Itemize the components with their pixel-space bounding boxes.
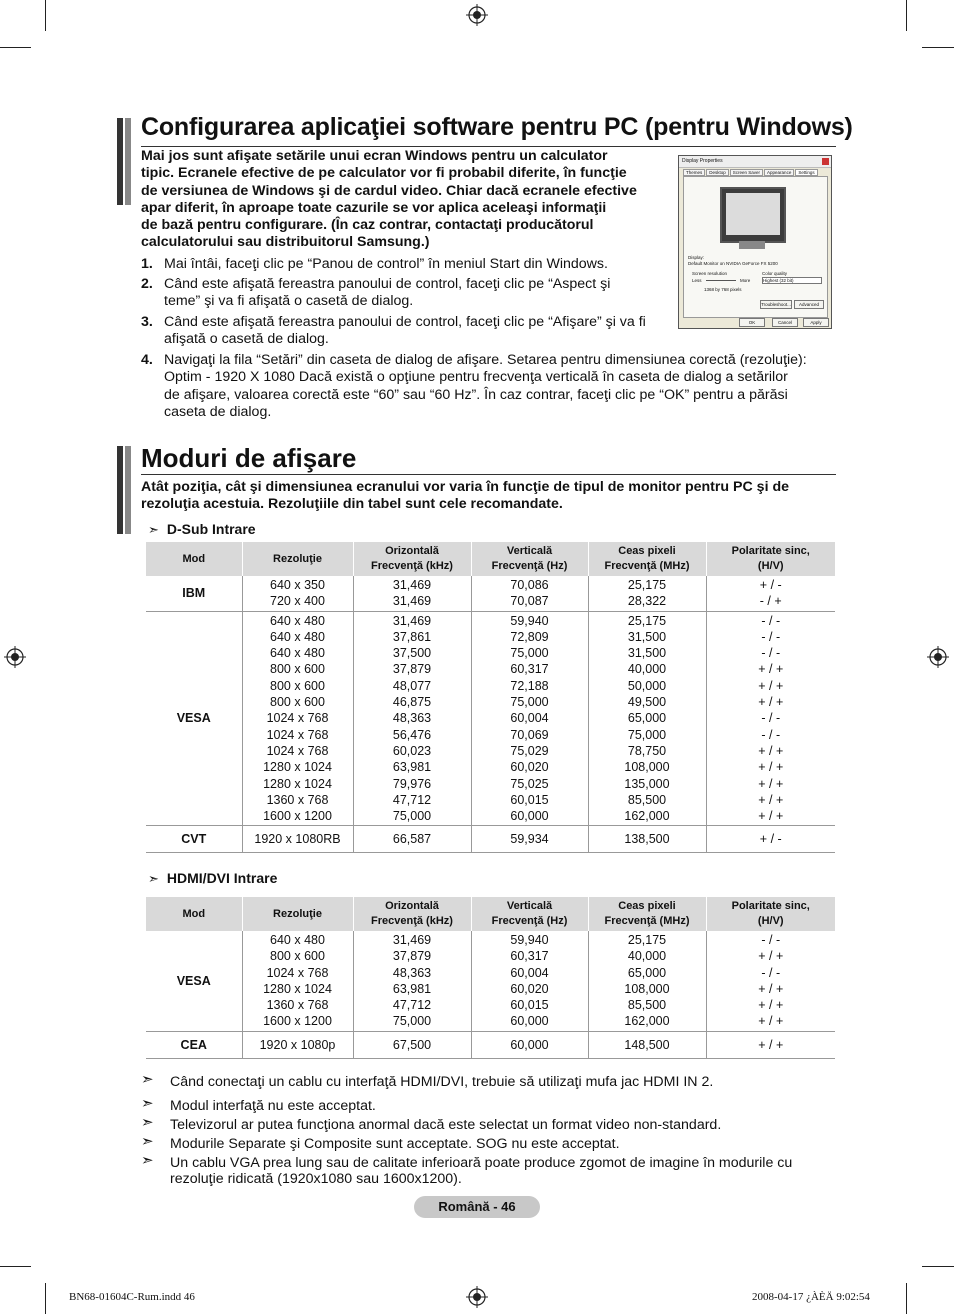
registration-mark-icon — [466, 4, 488, 26]
resolution-value: 1368 by 768 pixels — [704, 287, 742, 292]
cell-line: 60,015 — [510, 998, 549, 1013]
value-cell — [242, 576, 353, 611]
cell-line: 48,363 — [392, 965, 432, 980]
color-quality-label: Color quality — [762, 271, 788, 276]
cell-line: 108,000 — [624, 981, 670, 996]
cell-line: 800 x 600 — [270, 949, 325, 964]
value-cell — [706, 1031, 835, 1058]
value-cell — [706, 611, 835, 826]
step-text — [164, 352, 807, 421]
step-2 — [141, 276, 671, 311]
cell-line: 70,087 — [510, 594, 549, 609]
value-cell — [471, 826, 588, 853]
cell-line: 63,981 — [392, 981, 432, 996]
step-number: 1. — [141, 256, 153, 272]
note-line: Modurile Separate şi Composite sunt acceptate. SOG nu este acceptat. — [170, 1136, 620, 1152]
registration-mark-icon — [927, 646, 949, 668]
cell-line: 72,809 — [510, 629, 549, 644]
cell-line: 1024 x 768 — [266, 727, 329, 742]
cell-line: 75,000 — [510, 695, 549, 710]
column-header — [706, 542, 835, 576]
column-header — [242, 542, 353, 576]
cell-line: + / + — [758, 678, 784, 693]
dsub-table — [146, 542, 835, 853]
cell-line: 162,000 — [624, 1014, 670, 1029]
cell-line: 37,500 — [392, 646, 432, 661]
cell-line: + / + — [758, 743, 784, 758]
tab-settings: Settings — [795, 169, 817, 176]
table-row — [146, 1031, 835, 1058]
section-bar — [117, 118, 123, 205]
value-cell — [353, 611, 471, 826]
settings-panel — [683, 176, 828, 318]
cell-line: + / - — [759, 832, 782, 847]
cell-line: + / + — [758, 998, 784, 1013]
value-cell — [242, 931, 353, 1031]
less-label: Less — [692, 278, 702, 283]
column-header — [146, 542, 242, 576]
intro-line: de versiunea de Windows şi de cardul video. Chiar dacă ecranele efective — [141, 182, 637, 199]
modes-intro — [141, 479, 841, 514]
header-line: Frecvenţă (kHz) — [371, 560, 453, 572]
registration-mark-icon — [4, 646, 26, 668]
resolution-label: Screen resolution — [692, 271, 728, 276]
crop-mark — [45, 1283, 46, 1314]
cell-line: 60,000 — [510, 1037, 549, 1052]
cell-line: 60,020 — [510, 760, 549, 775]
header-line: (H/V) — [757, 560, 784, 572]
cell-line: + / + — [758, 949, 784, 964]
note-line: rezoluţie ridicată (1920x1080 sau 1600x1200). — [170, 1171, 462, 1187]
cell-line: 37,879 — [392, 662, 432, 677]
cell-line: 1280 x 1024 — [263, 981, 332, 996]
value-cell — [353, 826, 471, 853]
cell-line: 40,000 — [627, 662, 667, 677]
cell-line: + / + — [758, 792, 784, 807]
monitor-stand — [739, 241, 765, 249]
cell-line: 48,363 — [392, 711, 432, 726]
value-cell — [471, 576, 588, 611]
step-line: caseta de dialog. — [164, 403, 272, 420]
cell-line: 800 x 600 — [270, 695, 325, 710]
cell-line: 135,000 — [624, 776, 670, 791]
section-bar — [117, 446, 123, 534]
cell-line: 60,015 — [510, 792, 549, 807]
header-line: Mod — [182, 552, 206, 565]
cell-line: 60,004 — [510, 965, 549, 980]
intro-text — [141, 148, 671, 252]
intro-line: Mai jos sunt afişate setările unui ecran Windows pentru un calculator — [141, 148, 608, 164]
header-line: Rezoluţie — [273, 552, 322, 565]
section-title: Configurarea aplicaţiei software pentru PC (pentru Windows) — [141, 113, 853, 141]
arrow-icon: ➣ — [141, 1095, 154, 1112]
intro-line: Atât poziţia, cât şi dimensiunea ecranului vor varia în funcţie de tipul de monitor pentru PC şi de — [141, 479, 790, 495]
cell-line: 640 x 350 — [270, 578, 325, 592]
resolution-slider — [706, 280, 736, 281]
advanced-button: Advanced — [794, 300, 824, 309]
cell-line: 60,000 — [510, 809, 549, 824]
dsub-label: D-Sub Intrare — [166, 521, 256, 537]
troubleshoot-button: Troubleshoot... — [761, 302, 791, 307]
cell-line: 640 x 480 — [270, 646, 325, 661]
cell-line: 162,000 — [624, 809, 670, 824]
cell-line: 70,069 — [510, 727, 549, 742]
step-line: Optim - 1920 X 1080 Dacă există o opţiune pentru frecvenţa verticală în caseta de dialog a setărilor — [164, 369, 788, 386]
header-line: Frecvenţă (Hz) — [491, 560, 568, 572]
cell-line: 65,000 — [627, 711, 667, 726]
crop-mark — [922, 47, 954, 48]
value-cell — [353, 576, 471, 611]
cell-line: 40,000 — [627, 949, 667, 964]
cell-line: + / + — [758, 1037, 784, 1052]
column-header — [706, 897, 835, 931]
cell-line: 75,025 — [510, 776, 549, 791]
page-number-badge: Română - 46 — [414, 1196, 540, 1218]
cell-line: 25,175 — [627, 578, 667, 592]
cell-line: + / + — [758, 662, 784, 677]
intro-line: de bază pentru configurare. (În caz contrar, contactaţi producătorul — [141, 217, 594, 234]
dialog-title: Display Properties — [679, 156, 831, 168]
hdmi-heading — [148, 870, 277, 887]
step-text — [164, 276, 610, 311]
header-line: Ceas pixeli — [618, 900, 676, 912]
close-icon — [822, 158, 829, 165]
cell-line: 75,000 — [392, 1014, 432, 1029]
cell-line: 75,000 — [392, 809, 432, 824]
crop-mark — [906, 1283, 907, 1314]
cell-line: 78,750 — [627, 743, 667, 758]
mode-cell: IBM — [146, 576, 242, 611]
step-line: teme” şi va fi afişată o casetă de dialog. — [164, 293, 414, 310]
mode-cell: CEA — [146, 1031, 242, 1058]
value-cell — [471, 931, 588, 1031]
note-line: Un cablu VGA prea lung sau de calitate inferioară poate produce zgomot de imagine în modurile cu — [170, 1155, 793, 1171]
table-header-row — [146, 542, 835, 576]
header-line: Mod — [182, 907, 206, 920]
cell-line: 47,712 — [392, 792, 432, 807]
cell-line: 31,469 — [392, 578, 432, 592]
column-header — [588, 897, 706, 931]
step-text: Mai întâi, faceţi clic pe “Panou de control” în meniul Start din Windows. — [164, 256, 608, 272]
mode-cell: CVT — [146, 826, 242, 853]
cell-line: - / - — [761, 727, 781, 742]
value-cell — [353, 1031, 471, 1058]
cell-line: 25,175 — [627, 933, 667, 947]
monitor-icon — [720, 187, 786, 243]
cell-line: 800 x 600 — [270, 678, 325, 693]
value-cell — [588, 826, 706, 853]
header-line: Polaritate sinc, — [731, 900, 810, 912]
intro-line: calculatorului sau distribuitorul Samsung.) — [141, 234, 430, 251]
apply-button: Apply — [803, 318, 829, 327]
display-properties-screenshot — [678, 155, 832, 329]
header-line: Orizontală — [385, 900, 439, 912]
cell-line: 31,469 — [392, 594, 432, 609]
header-line: Verticală — [506, 545, 553, 557]
cell-line: 46,875 — [392, 695, 432, 710]
header-line: Frecvenţă (MHz) — [604, 915, 690, 927]
section-bar — [125, 118, 131, 205]
cell-line: + / - — [759, 578, 782, 592]
cell-line: 56,476 — [392, 727, 432, 742]
cell-line: 720 x 400 — [270, 594, 325, 609]
cell-line: 25,175 — [627, 613, 667, 628]
cancel-button: Cancel — [772, 318, 798, 327]
value-cell — [242, 826, 353, 853]
cell-line: - / - — [761, 613, 781, 628]
header-line: Polaritate sinc, — [731, 545, 810, 557]
cell-line: 1600 x 1200 — [263, 809, 332, 824]
step-1 — [141, 256, 671, 274]
header-line: Orizontală — [385, 545, 439, 557]
step-line: Când este afişată fereastra panoului de control, faceţi clic pe “Aspect şi — [164, 276, 611, 292]
cell-line: + / + — [758, 760, 784, 775]
title-underline — [141, 146, 836, 147]
cell-line: 31,500 — [627, 629, 667, 644]
crop-mark — [0, 1266, 31, 1267]
cell-line: 148,500 — [624, 1037, 670, 1052]
more-label: More — [740, 278, 751, 283]
section-title: Moduri de afişare — [141, 443, 357, 473]
value-cell — [706, 826, 835, 853]
cell-line: 108,000 — [624, 760, 670, 775]
cell-line: 48,077 — [392, 678, 432, 693]
cell-line: 59,940 — [510, 933, 549, 947]
crop-mark — [922, 1266, 954, 1267]
step-3 — [141, 314, 676, 349]
step-line: afişată o casetă de dialog. — [164, 331, 329, 348]
cell-line: 800 x 600 — [270, 662, 325, 677]
cell-line: 37,861 — [392, 629, 432, 644]
cell-line: 75,029 — [510, 743, 549, 758]
step-line: Când este afişată fereastra panoului de control, faceţi clic pe “Afişare” şi va fi — [164, 314, 646, 330]
crop-mark — [906, 0, 907, 31]
cell-line: 47,712 — [392, 998, 432, 1013]
value-cell — [242, 611, 353, 826]
ok-button: OK — [739, 318, 765, 327]
intro-line: apar diferit, în aproape toate cazurile se vor aplica aceleaşi informaţii — [141, 199, 607, 216]
cell-line: 63,981 — [392, 760, 432, 775]
cell-line: 1920 x 1080RB — [254, 832, 341, 847]
cell-line: - / - — [761, 646, 781, 661]
step-line: Navigaţi la fila “Setări” din caseta de dialog de afişare. Setarea pentru dimensiunea corectă (rezoluţie): — [164, 352, 807, 368]
cell-line: 37,879 — [392, 949, 432, 964]
crop-mark — [0, 47, 31, 48]
value-cell — [706, 931, 835, 1031]
header-line: (H/V) — [757, 915, 784, 927]
footer-right: 2008-04-17 ¿ÀÈÄ 9:02:54 — [752, 1291, 870, 1303]
intro-line: rezoluţia acestuia. Rezoluţiile din tabel sunt cele recomandate. — [141, 496, 563, 513]
display-value: Default Monitor on NVIDIA GeForce FX 5200 — [688, 261, 778, 266]
cell-line: - / - — [761, 933, 781, 947]
cell-line: 49,500 — [627, 695, 667, 710]
table-row — [146, 931, 835, 1031]
cell-line: 1024 x 768 — [266, 711, 329, 726]
cell-line: 60,317 — [510, 949, 549, 964]
cell-line: 65,000 — [627, 965, 667, 980]
column-header — [146, 897, 242, 931]
step-line: de afişare, valoarea corectă este “60” sau “60 Hz”. În caz contrar, faceţi clic pe “OK” pentru a părăsi — [164, 386, 788, 403]
cell-line: 138,500 — [624, 832, 670, 847]
cell-line: + / + — [758, 1014, 784, 1029]
cell-line: 1280 x 1024 — [263, 760, 332, 775]
header-line: Rezoluţie — [273, 907, 322, 920]
step-number: 2. — [141, 276, 153, 292]
arrow-icon: ➣ — [141, 1133, 154, 1150]
step-4 — [141, 352, 841, 422]
cell-line: 85,500 — [627, 998, 667, 1013]
cell-line: 60,023 — [392, 743, 432, 758]
cell-line: - / - — [761, 711, 781, 726]
cell-line: 1360 x 768 — [266, 998, 329, 1013]
value-cell — [471, 1031, 588, 1058]
cell-line: 1280 x 1024 — [263, 776, 332, 791]
value-cell — [588, 931, 706, 1031]
display-label: Display: — [688, 255, 705, 260]
tab-appearance: Appearance — [764, 169, 794, 176]
cell-line: + / + — [758, 809, 784, 824]
cell-line: 31,500 — [627, 646, 667, 661]
dsub-heading — [148, 521, 256, 538]
cell-line: - / + — [759, 594, 782, 609]
arrow-icon: ➣ — [141, 1114, 154, 1131]
value-cell — [353, 931, 471, 1031]
cell-line: 1360 x 768 — [266, 792, 329, 807]
tab-screen-saver: Screen Saver — [730, 169, 763, 176]
cell-line: 50,000 — [627, 678, 667, 693]
header-line: Frecvenţă (MHz) — [604, 560, 690, 572]
cell-line: 75,000 — [627, 727, 667, 742]
note-line: Televizorul ar putea funcţiona anormal dacă este selectat un format video non-standard. — [170, 1117, 722, 1133]
cell-line: 1024 x 768 — [266, 743, 329, 758]
cell-line: 640 x 480 — [270, 613, 325, 628]
header-line: Verticală — [506, 900, 553, 912]
step-text — [164, 314, 646, 349]
note-line: Când conectaţi un cablu cu interfaţă HDMI/DVI, trebuie să utilizaţi mufa jac HDMI IN 2. — [170, 1074, 714, 1090]
cell-line: - / - — [761, 965, 781, 980]
note-line: Modul interfaţă nu este acceptat. — [170, 1098, 376, 1114]
cell-line: 28,322 — [627, 594, 667, 609]
cell-line: + / + — [758, 695, 784, 710]
footer-left: BN68-01604C-Rum.indd 46 — [69, 1291, 195, 1303]
mode-cell: VESA — [146, 611, 242, 826]
cell-line: 60,000 — [510, 1014, 549, 1029]
cell-line: 67,500 — [392, 1037, 432, 1052]
cell-line: 60,020 — [510, 981, 549, 996]
table-row — [146, 611, 835, 826]
cell-line: - / - — [761, 629, 781, 644]
cell-line: 79,976 — [392, 776, 432, 791]
color-quality-select: Highest (32 bit) — [762, 277, 822, 284]
dialog-tabs — [683, 169, 819, 176]
cell-line: 72,188 — [510, 678, 549, 693]
step-number: 3. — [141, 314, 153, 330]
column-header — [353, 542, 471, 576]
tab-themes: Themes — [683, 169, 705, 176]
cell-line: 66,587 — [392, 832, 432, 847]
registration-mark-icon — [466, 1286, 488, 1308]
value-cell — [588, 611, 706, 826]
cell-line: + / + — [758, 981, 784, 996]
cell-line: 640 x 480 — [270, 629, 325, 644]
column-header — [588, 542, 706, 576]
value-cell — [706, 576, 835, 611]
cell-line: 640 x 480 — [270, 933, 325, 947]
hdmi-label: HDMI/DVI Intrare — [166, 870, 278, 886]
cell-line: 70,086 — [510, 578, 549, 592]
hdmi-table — [146, 897, 835, 1059]
value-cell — [242, 1031, 353, 1058]
value-cell — [588, 1031, 706, 1058]
title-underline — [141, 474, 836, 475]
table-row — [146, 576, 835, 611]
step-number: 4. — [141, 352, 153, 368]
arrow-icon: ➣ — [141, 1152, 154, 1169]
mode-cell: VESA — [146, 931, 242, 1031]
section-bar — [125, 446, 131, 534]
cell-line: 59,934 — [510, 832, 549, 847]
cell-line: 31,469 — [392, 933, 432, 947]
column-header — [471, 897, 588, 931]
column-header — [242, 897, 353, 931]
cell-line: 60,317 — [510, 662, 549, 677]
cell-line: 60,004 — [510, 711, 549, 726]
table-row — [146, 826, 835, 853]
arrow-icon: ➣ — [148, 522, 159, 537]
intro-line: tipic. Ecranele efective de pe calculator vor fi probabil diferite, în funcţie — [141, 165, 627, 182]
arrow-icon: ➣ — [148, 871, 159, 886]
value-cell — [471, 611, 588, 826]
cell-line: 31,469 — [392, 613, 432, 628]
cell-line: 1024 x 768 — [266, 965, 329, 980]
column-header — [353, 897, 471, 931]
arrow-icon: ➣ — [141, 1071, 154, 1088]
table-header-row — [146, 897, 835, 931]
cell-line: 59,940 — [510, 613, 549, 628]
cell-line: 75,000 — [510, 646, 549, 661]
header-line: Frecvenţă (Hz) — [491, 915, 568, 927]
tab-desktop: Desktop — [706, 169, 729, 176]
header-line: Ceas pixeli — [618, 545, 676, 557]
cell-line: 1920 x 1080p — [259, 1037, 336, 1052]
cell-line: 1600 x 1200 — [263, 1014, 332, 1029]
cell-line: 85,500 — [627, 792, 667, 807]
column-header — [471, 542, 588, 576]
header-line: Frecvenţă (kHz) — [371, 915, 453, 927]
value-cell — [588, 576, 706, 611]
crop-mark — [45, 0, 46, 31]
cell-line: + / + — [758, 776, 784, 791]
